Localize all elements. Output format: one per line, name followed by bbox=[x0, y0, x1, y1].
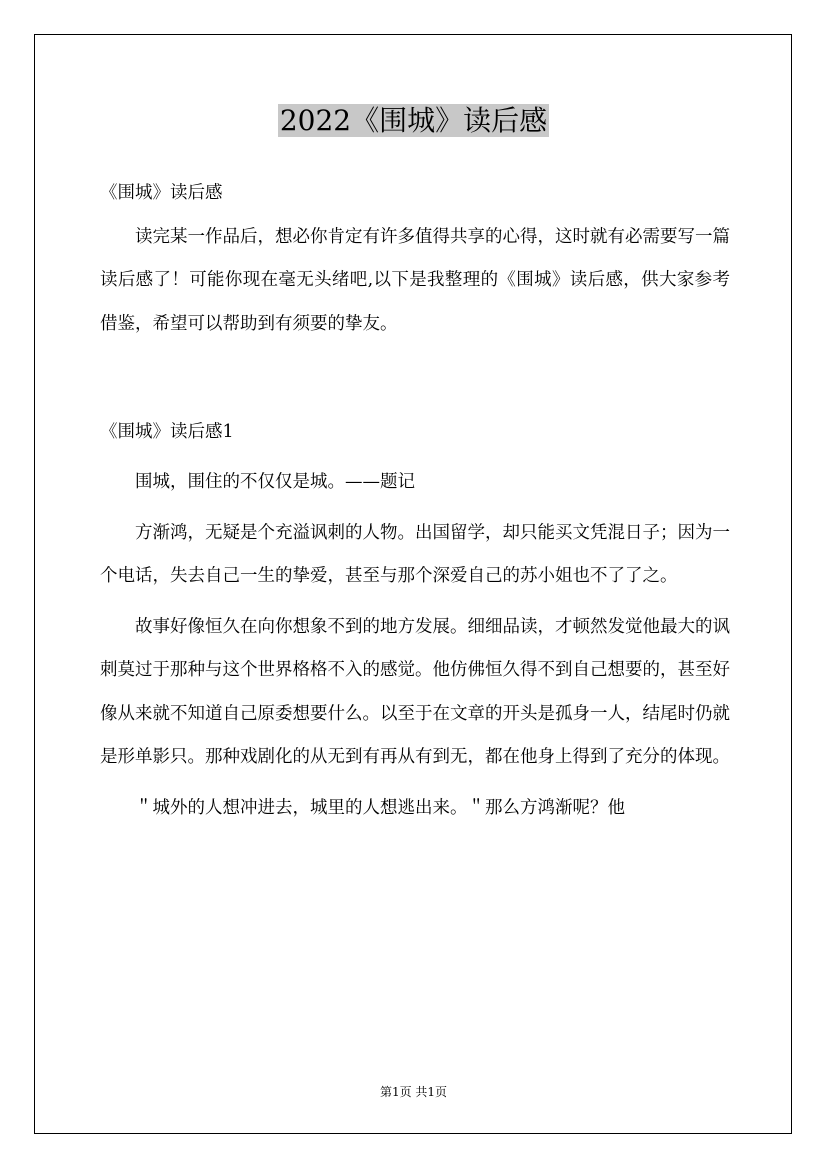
spacer bbox=[100, 780, 730, 787]
page-footer: 第1页 共1页 bbox=[379, 1085, 448, 1099]
spacer bbox=[100, 390, 730, 411]
document-title bbox=[0, 100, 827, 142]
spacer bbox=[100, 454, 730, 461]
intro-paragraph: 读完某一作品后，想必你肯定有许多值得共享的心得，这时就有必需要写一篇读后感了！可能你现在毫无头绪吧,以下是我整理的《围城》读后感，供大家参考借鉴，希望可以帮助到有须要的挚友。 bbox=[100, 226, 730, 334]
body-paragraph: 方渐鸿，无疑是个充溢讽刺的人物。出国留学，却只能买文凭混日子；因为一个电话，失去自己一生的挚爱，甚至与那个深爱自己的苏小姐也不了了之。 bbox=[100, 522, 730, 586]
document-subtitle: 《围城》读后感 bbox=[100, 183, 223, 203]
body-paragraph: 故事好像恒久在向你想象不到的地方发展。细细品读，才顿然发觉他最大的讽刺莫过于那种与这个世界格格不入的感觉。他仿佛恒久得不到自己想要的，甚至好像从来就不知道自己原委想要什么。以至于在文章的开头是孤身一人，结尾时仍就是形单影只。那种戏剧化的从无到有再从有到无，都在他身上得到了充分的体现。 bbox=[100, 616, 730, 767]
spacer bbox=[100, 599, 730, 606]
spacer bbox=[100, 505, 730, 512]
section-heading: 《围城》读后感1 bbox=[100, 421, 234, 442]
document-body bbox=[100, 172, 730, 830]
body-paragraph: ＂城外的人想冲进去，城里的人想逃出来。＂那么方鸿渐呢？他 bbox=[135, 797, 625, 818]
spacer bbox=[100, 346, 730, 390]
epigraph: 围城，围住的不仅仅是城。——题记 bbox=[135, 472, 415, 492]
document-title-text: 2022《围城》读后感 bbox=[279, 104, 548, 137]
